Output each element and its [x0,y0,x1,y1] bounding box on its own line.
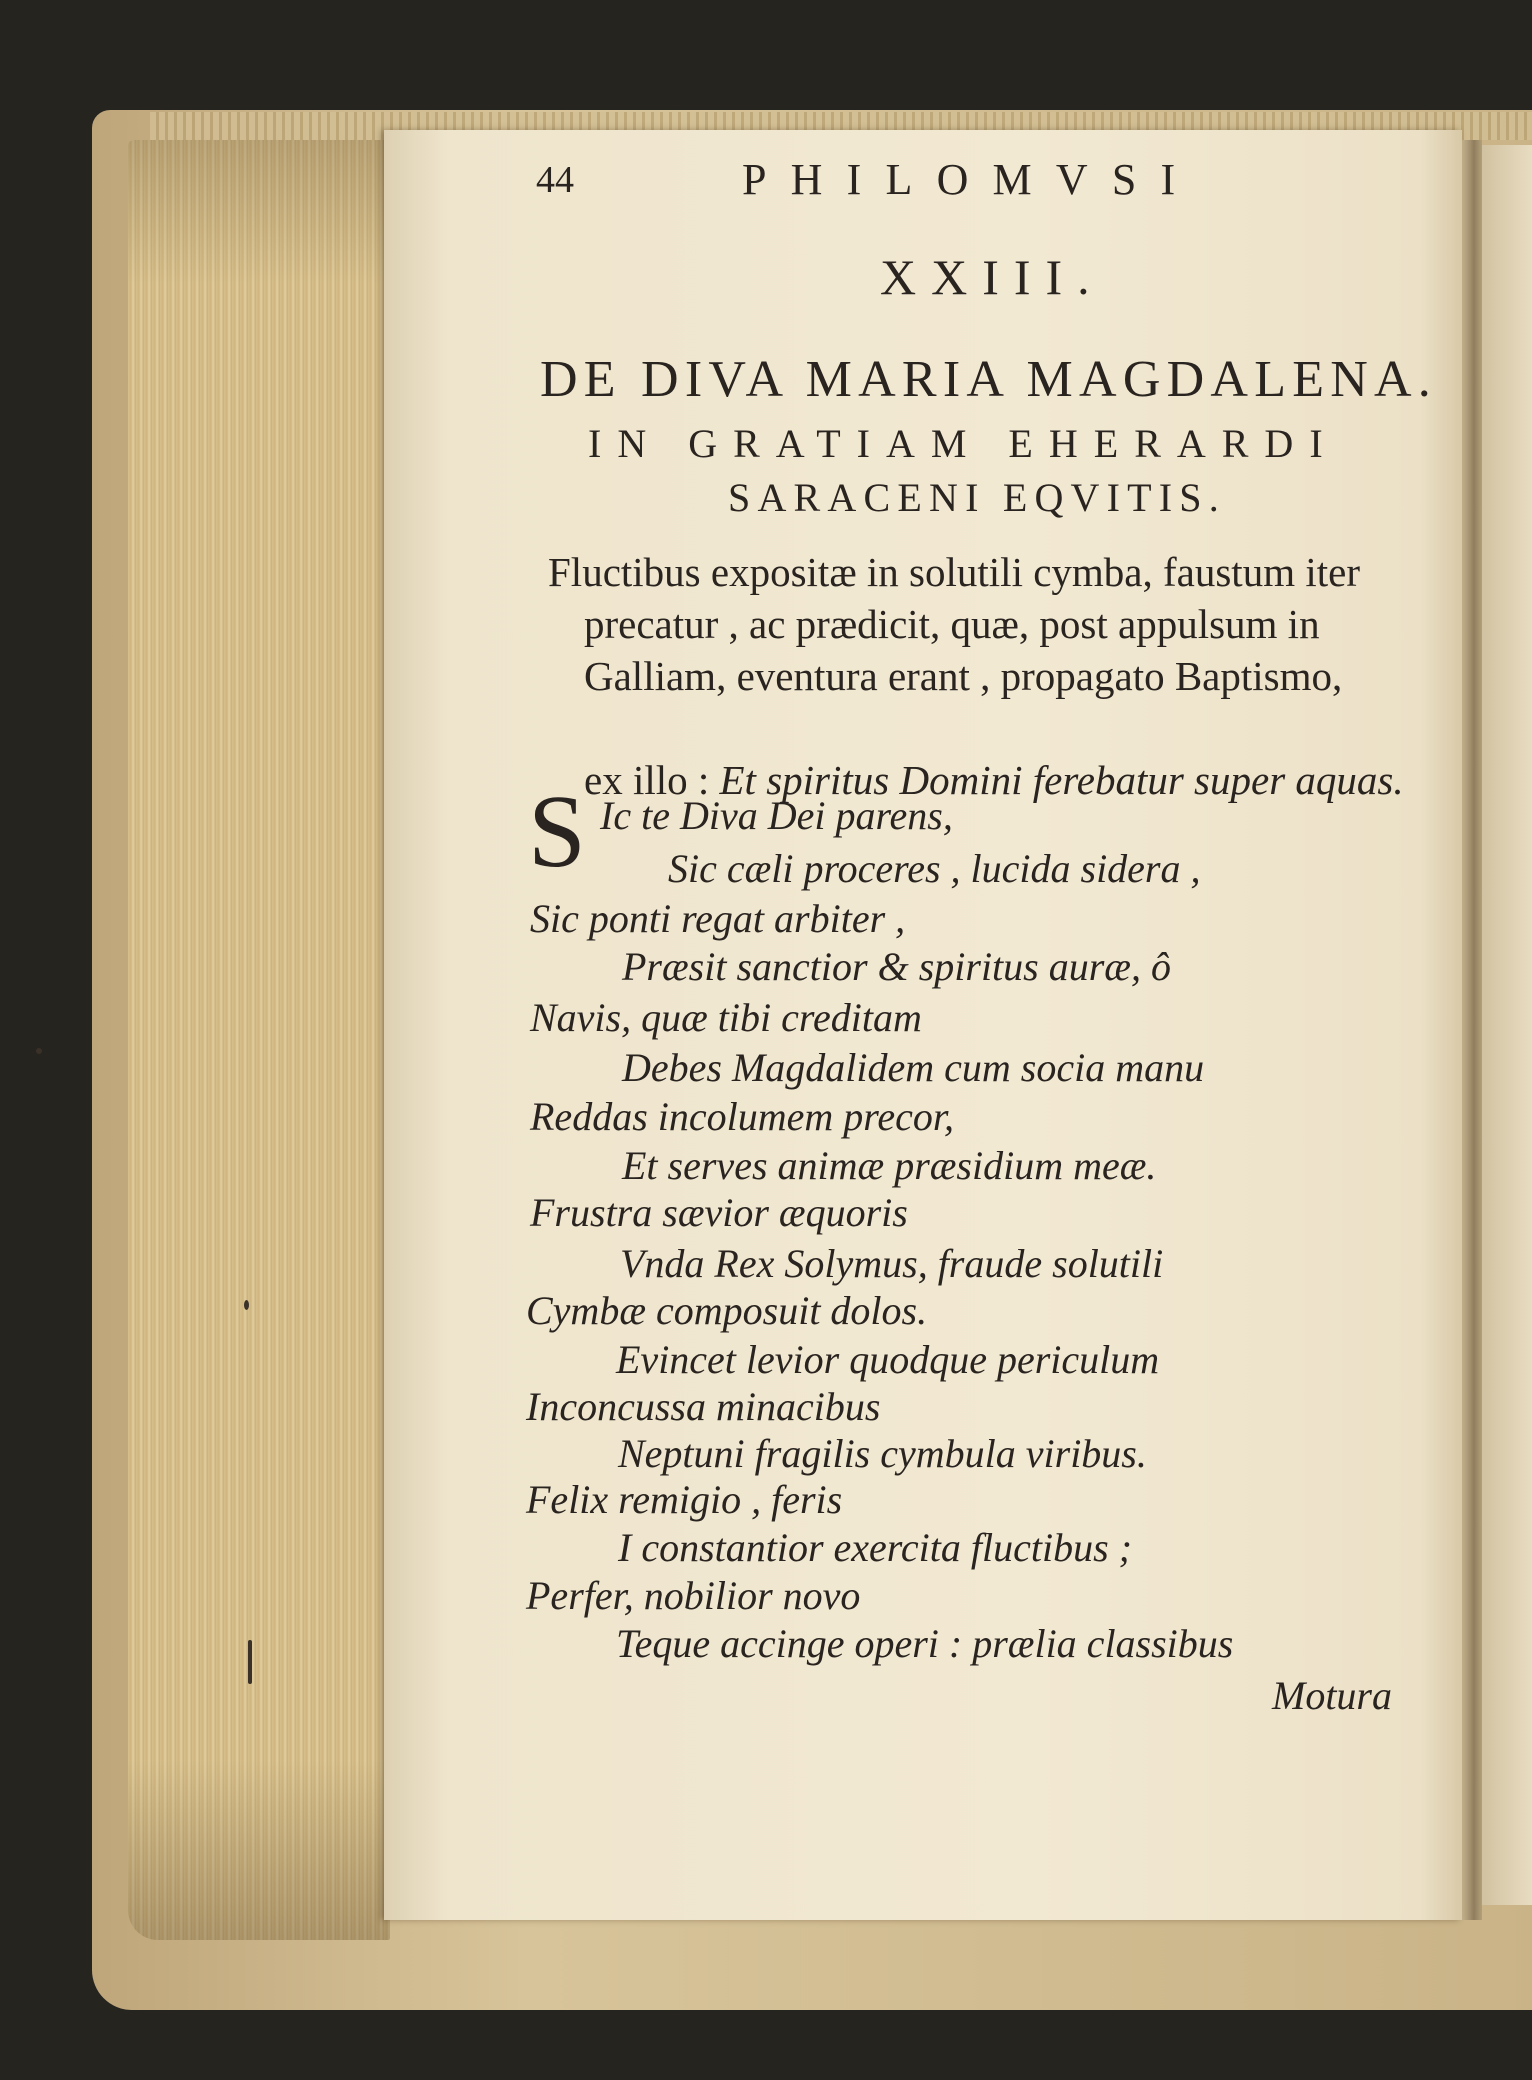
drop-cap: S [528,774,586,889]
verse-line: Reddas incolumem precor, [530,1094,954,1139]
dedication-line: IN GRATIAM EHERARDI [588,421,1339,466]
ink-speck [244,1300,249,1310]
facing-page [1478,145,1532,1905]
gutter [1462,140,1482,1920]
verse-line: Et serves animæ præsidium meæ. [622,1143,1157,1188]
ink-speck [36,1048,42,1054]
page-number: 44 [536,159,574,201]
argument-line: precatur , ac prædicit, quæ, post appulsum in [584,601,1320,647]
verse-line: Cymbæ composuit dolos. [526,1288,928,1333]
verse-line: Sic cæli proceres , lucida sidera , [668,846,1201,891]
argument-line: Fluctibus expositæ in solutili cymba, faustum iter [548,549,1360,595]
running-head: PHILOMVSI [742,155,1200,204]
scripture-quote: Et spiritus Domini ferebatur super aquas. [719,757,1404,803]
verse-line: Felix remigio , feris [526,1477,843,1522]
verse-line: Evincet levior quodque periculum [616,1337,1160,1382]
ink-speck [248,1640,252,1684]
verse-line: Frustra sævior æquoris [530,1190,908,1235]
catchword: Motura [1272,1673,1392,1718]
verse-line: I constantior exercita fluctibus ; [618,1525,1132,1570]
dedication-line: SARACENI EQVITIS. [728,475,1226,520]
verse-line: Teque accinge operi : prælia classibus [616,1621,1234,1666]
verse-line: Neptuni fragilis cymbula viribus. [618,1431,1147,1476]
verse-line: Ic te Diva Dei parens, [600,793,953,838]
verse-line: Debes Magdalidem cum socia manu [622,1045,1205,1090]
verse-line: Perfer, nobilior novo [526,1573,861,1618]
argument-text: ex illo : [584,757,720,803]
poem-title: DE DIVA MARIA MAGDALENA. [540,351,1438,408]
verse-line: Vnda Rex Solymus, fraude solutili [620,1241,1164,1286]
verse-line: Sic ponti regat arbiter , [530,896,906,941]
verse-line: Navis, quæ tibi creditam [530,995,922,1040]
page-block-shadow [128,140,390,1940]
verse-line: Præsit sanctior & spiritus auræ, ô [622,944,1171,989]
verse-line: Inconcussa minacibus [526,1384,881,1429]
argument-line: Galliam, eventura erant , propagato Baptismo, [584,653,1343,699]
poem-number: XXIII. [880,249,1105,305]
